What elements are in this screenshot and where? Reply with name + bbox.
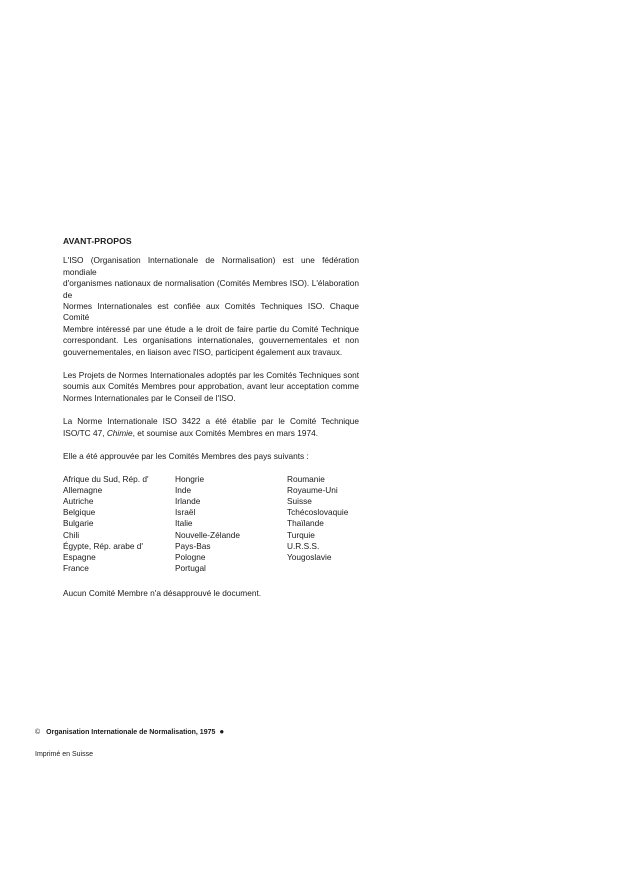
country-item: Belgique [63,507,96,518]
paragraph-line: L'ISO (Organisation Internationale de Normalisation) est une fédération mondiale [63,255,359,277]
foreword-section [63,236,359,612]
country-item: Allemagne [63,484,103,495]
countries-column-3 [287,474,387,575]
copyright-line [35,727,224,737]
bullet-icon: ● [219,727,225,736]
foreword-paragraph-3 [63,416,359,439]
country-item: Italie [175,518,193,529]
country-item: Tchécoslovaquie [287,507,349,518]
paragraph-line: soumis aux Comités Membres pour approbation, avant leur acceptation comme [63,381,359,392]
approving-countries-list [63,474,359,575]
country-item: Nouvelle-Zélande [175,529,241,540]
foreword-paragraph-2 [63,370,359,404]
foreword-paragraph-1 [63,255,359,358]
paragraph-line-with-italic [63,428,359,439]
paragraph-line: correspondant. Les organisations internationales, gouvernementales et non [63,335,359,346]
country-item: Turquie [287,529,315,540]
paragraph-line: Membre intéressé par une étude a le droit de faire partie du Comité Technique [63,323,359,334]
country-item: Thaïlande [287,518,324,529]
country-item: France [63,563,89,574]
submission-text: , et soumise aux Comités Membres en mars 1974. [132,427,319,438]
copyright-organization: Organisation Internationale de Normalisation, 1975 [46,729,216,736]
countries-column-1 [63,474,175,575]
country-item: Suisse [287,495,312,506]
country-item: Autriche [63,495,94,506]
country-item: Hongrie [175,473,205,484]
paragraph-line: gouvernementales, en liaison avec l'ISO, participent également aux travaux. [63,346,343,357]
committee-name: Chimie [106,427,133,438]
country-item: Afrique du Sud, Rép. d' [63,473,149,484]
foreword-paragraph-5: Aucun Comité Membre n'a désapprouvé le document. [63,588,262,599]
country-item: Espagne [63,551,96,562]
countries-column-2 [175,474,287,575]
country-item: Chili [63,529,80,540]
country-item: Roumanie [287,473,325,484]
country-item: Portugal [175,563,206,574]
foreword-heading: AVANT-PROPOS [63,236,132,246]
copyright-symbol: © [35,729,41,736]
country-item: Yougoslavie [287,551,332,562]
country-item: U.R.S.S. [287,540,320,551]
foreword-paragraph-4: Elle a été approuvée par les Comités Membres des pays suivants : [63,451,309,462]
country-item: Israël [175,507,196,518]
country-item: Bulgarie [63,518,94,529]
paragraph-line: Les Projets de Normes Internationales adoptés par les Comités Techniques sont [63,370,359,381]
country-item: Pologne [175,551,206,562]
printed-in-note: Imprimé en Suisse [35,751,93,758]
paragraph-line: Normes Internationales est confiée aux Comités Techniques ISO. Chaque Comité [63,301,359,323]
committee-ref: ISO/TC 47, [63,427,107,438]
country-item: Égypte, Rép. arabe d' [63,540,143,551]
country-item: Pays-Bas [175,540,211,551]
paragraph-line: La Norme Internationale ISO 3422 a été établie par le Comité Technique [63,416,359,427]
country-item: Irlande [175,495,201,506]
country-item: Royaume-Uni [287,484,338,495]
country-item: Inde [175,484,192,495]
paragraph-line: Normes Internationales par le Conseil de l'ISO. [63,392,236,403]
paragraph-line: d'organismes nationaux de normalisation (Comités Membres ISO). L'élaboration de [63,278,359,300]
